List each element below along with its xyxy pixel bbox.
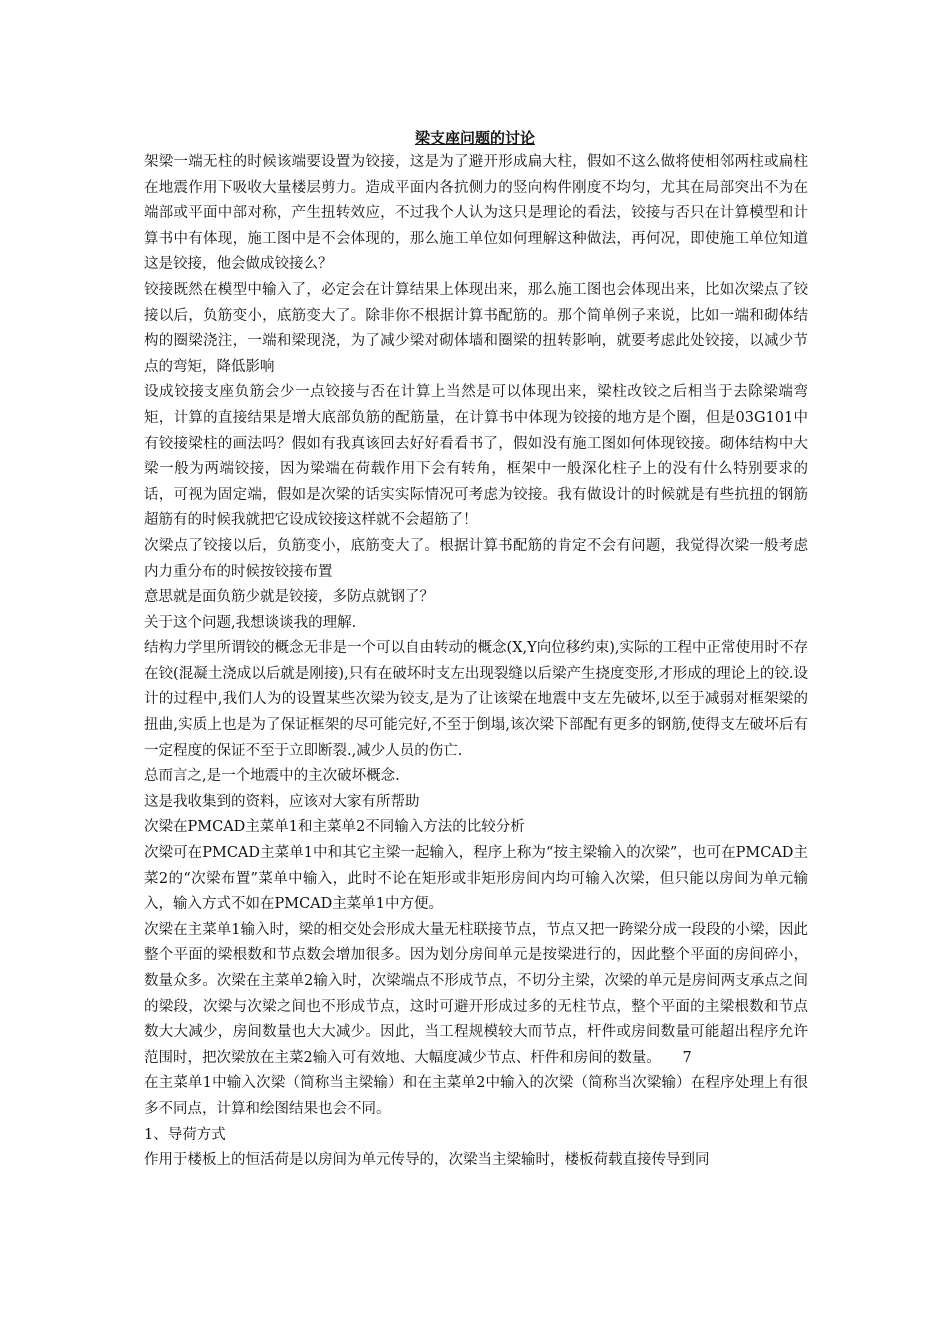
paragraph: 次梁在主菜单1输入时，梁的相交处会形成大量无柱联接节点，节点又把一跨梁分成一段段的小梁，因此整个平面的梁根数和节点数会增加很多。因为划分房间单元是按梁进行的，因此整个平面的房间碎小，数量众多。次梁在主菜单2输入时，次梁端点不形成节点，不切分主梁，次梁的单元是房间两支承点之间的梁段，次梁与次梁之间也不形成节点，这时可避开形成过多的无柱节点，整个平面的主梁根数和节点数大大减少，房间数量也大大减少。因此，当工程规模较大而节点，杆件或房间数量可能超出程序允许范围时，把次梁放在主菜2输入可有效地、大幅度减少节点、杆件和房间的数量。 7 <box>144 921 808 1066</box>
paragraph: 意思就是面负筋少就是铰接，多防点就钢了？ <box>144 589 434 606</box>
paragraph: 次梁在PMCAD主菜单1和主菜单2不同输入方法的比较分析 <box>144 819 525 836</box>
paragraph: 次梁可在PMCAD主菜单1中和其它主梁一起输入，程序上称为“按主梁输入的次梁”，也可在PMCAD主菜2的“次梁布置”菜单中输入，此时不论在矩形或非矩形房间内均可输入次梁，但只能以房间为单元输入，输入方式不如在PMCAD主菜单1中方便。 <box>144 845 808 913</box>
paragraph: 结构力学里所谓铰的概念无非是一个可以自由转动的概念(X,Y向位移约束),实际的工程中正常使用时不存在铰(混凝土浇成以后就是刚接),只有在破坏时支左出现裂缝以后梁产生挠度变形,才形成的理论上的铰.设计的过程中,我们人为的设置某些次梁为铰支,是为了让该梁在地震中支左先破坏,以至于减弱对框架梁的扭曲,实质上也是为了保证框架的尽可能完好,不至于倒塌,该次梁下部配有更多的钢筋,使得支左破坏后有一定程度的保证不至于立即断裂.,减少人员的伤亡. <box>144 640 808 759</box>
document-title: 梁支座问题的讨论 <box>414 129 535 147</box>
paragraph: 这是我收集到的资料，应该对大家有所帮助 <box>144 793 420 810</box>
paragraph: 总而言之,是一个地震中的主次破坏概念. <box>144 768 400 785</box>
paragraph: 设成铰接支座负筋会少一点铰接与否在计算上当然是可以体现出来，梁柱改铰之后相当于去除梁端弯矩，计算的直接结果是增大底部负筋的配筋量，在计算书中体现为铰接的地方是个圈，但是03G101中有铰接梁柱的画法吗？假如有我真该回去好好看看书了，假如没有施工图如何体现铰接。砌体结构中大梁一般为两端铰接，因为梁端在荷载作用下会有转角，框架中一般深化柱子上的没有什么特别要求的话，可视为固定端，假如是次梁的话实实际情况可考虑为铰接。我有做设计的时候就是有些抗扭的钢筋超筋有的时候我就把它设成铰接这样就不会超筋了！ <box>144 384 808 529</box>
paragraph: 在主菜单1中输入次梁（简称当主梁输）和在主菜单2中输入的次梁（简称当次梁输）在程序处理上有很多不同点，计算和绘图结果也会不同。 <box>144 1075 808 1117</box>
paragraph: 次梁点了铰接以后，负筋变小，底筋变大了。根据计算书配筋的肯定不会有问题，我觉得次梁一般考虑内力重分布的时候按铰接布置 <box>144 537 808 580</box>
section-heading: 1、导荷方式 <box>144 1126 226 1143</box>
document-body <box>144 150 808 1174</box>
paragraph: 关于这个问题,我想谈谈我的理解. <box>144 614 357 631</box>
paragraph: 架梁一端无柱的时候该端要设置为铰接，这是为了避开形成扁大柱，假如不这么做将使相邻两柱或扁柱在地震作用下吸收大量楼层剪力。造成平面内各抗侧力的竖向构件刚度不均匀，尤其在局部突出不为在端部或平面中部对称，产生扭转效应，不过我个人认为这只是理论的看法，铰接与否只在计算模型和计算书中有体现，施工图中是不会体现的，那么施工单位如何理解这种做法，再何况，即使施工单位知道这是铰接，他会做成铰接么？ <box>144 154 808 273</box>
paragraph: 作用于楼板上的恒活荷是以房间为单元传导的，次梁当主梁输时，楼板荷载直接传导到同 <box>144 1152 710 1169</box>
paragraph: 铰接既然在模型中输入了，必定会在计算结果上体现出来，那么施工图也会体现出来，比如次梁点了铰接以后，负筋变小，底筋变大了。除非你不根据计算书配筋的。那个简单例子来说，比如一端和砌体结构的圈梁浇注，一端和梁现浇，为了减少梁对砌体墙和圈梁的扭转影响，就要考虑此处铰接，以减少节点的弯矩，降低影响 <box>144 281 808 375</box>
